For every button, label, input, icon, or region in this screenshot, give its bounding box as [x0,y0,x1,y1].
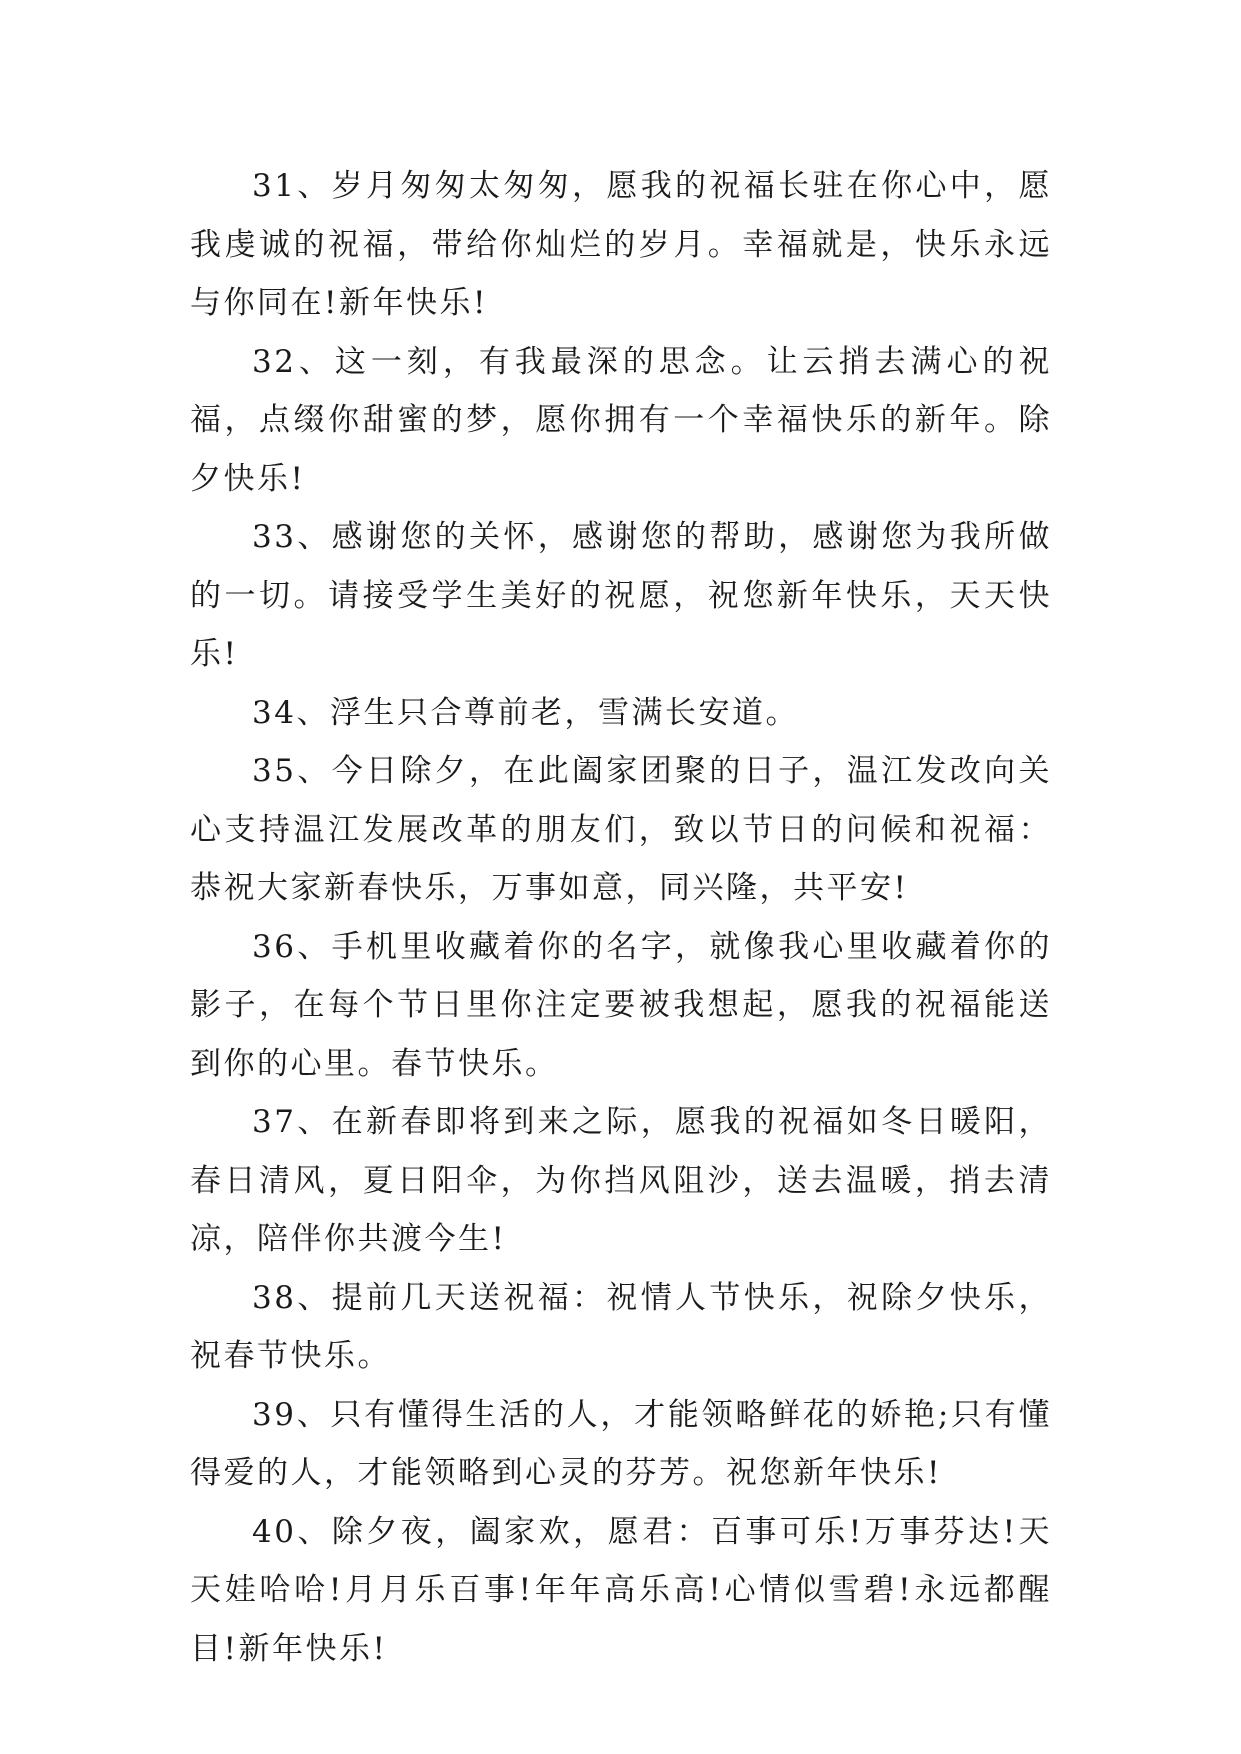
greeting-paragraph-37: 37、在新春即将到来之际，愿我的祝福如冬日暖阳，春日清风，夏日阳伞，为你挡风阻沙，送去温暖，捎去清凉，陪伴你共渡今生! [190,1104,1052,1257]
greeting-paragraph-35: 35、今日除夕，在此阖家团聚的日子，温江发改向关心支持温江发展改革的朋友们，致以节日的问候和祝福：恭祝大家新春快乐，万事如意，同兴隆，共平安! [190,753,1052,906]
greeting-paragraph-38: 38、提前几天送祝福：祝情人节快乐，祝除夕快乐，祝春节快乐。 [190,1279,1052,1374]
greeting-paragraph-36: 36、手机里收藏着你的名字，就像我心里收藏着你的影子，在每个节日里你注定要被我想起，愿我的祝福能送到你的心里。春节快乐。 [190,928,1052,1082]
greeting-paragraph-40: 40、除夕夜，阖家欢，愿君：百事可乐!万事芬达!天天娃哈哈!月月乐百事!年年高乐高!心情似雪碧!永远都醒目!新年快乐! [190,1513,1052,1667]
greeting-paragraph-33: 33、感谢您的关怀，感谢您的帮助，感谢您为我所做的一切。请接受学生美好的祝愿，祝您新年快乐，天天快乐! [190,519,1052,672]
document-body [190,157,1052,1678]
greeting-paragraph-34: 34、浮生只合尊前老，雪满长安道。 [252,694,799,731]
greeting-paragraph-39: 39、只有懂得生活的人，才能领略鲜花的娇艳;只有懂得爱的人，才能领略到心灵的芬芳。祝您新年快乐! [190,1396,1052,1491]
greeting-paragraph-32: 32、这一刻，有我最深的思念。让云捎去满心的祝福，点缀你甜蜜的梦，愿你拥有一个幸福快乐的新年。除夕快乐! [190,343,1052,497]
greeting-paragraph-31: 31、岁月匆匆太匆匆，愿我的祝福长驻在你心中，愿我虔诚的祝福，带给你灿烂的岁月。幸福就是，快乐永远与你同在!新年快乐! [190,168,1052,321]
